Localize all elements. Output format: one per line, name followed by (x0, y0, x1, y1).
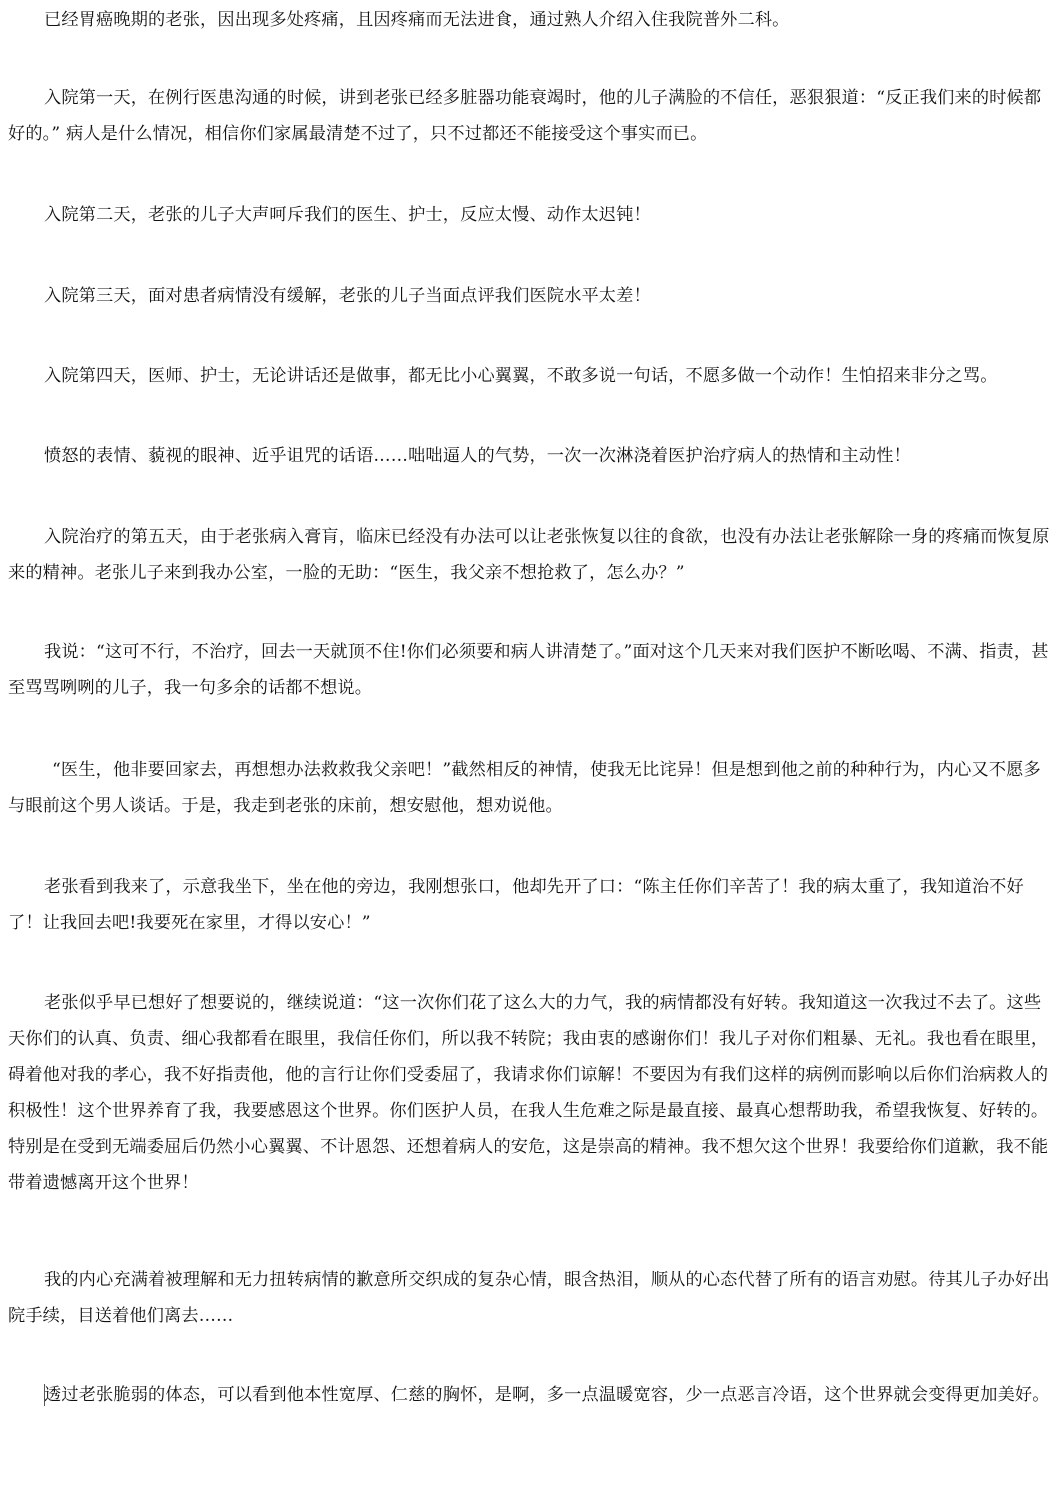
paragraph-2: 入院第一天，在例行医患沟通的时候，讲到老张已经多脏器功能衰竭时，他的儿子满脸的不信任，恶狠狠道：“反正我们来的时候都好的。” 病人是什么情况，相信你们家属最清楚不过了，只不过都还不能接受这个事实而已。 (8, 88, 1042, 144)
paragraph-5: 入院第四天，医师、护士，无论讲话还是做事，都无比小心翼翼，不敢多说一句话，不愿多做一个动作！生怕招来非分之骂。 (44, 366, 998, 386)
paragraph-10: 老张看到我来了，示意我坐下，坐在他的旁边，我刚想张口，他却先开了口：“陈主任你们辛苦了！我的病太重了，我知道治不好了！让我回去吧!我要死在家里，才得以安心！” (8, 877, 1024, 933)
paragraph-4: 入院第三天，面对患者病情没有缓解，老张的儿子当面点评我们医院水平太差！ (44, 286, 651, 306)
paragraph-11: 老张似乎早已想好了想要说的，继续说道：“这一次你们花了这么大的力气，我的病情都没有好转。我知道这一次我过不去了。这些天你们的认真、负责、细心我都看在眼里，我信任你们，所以我不转院；我由衷的感谢你们！我儿子对你们粗暴、无礼。我也看在眼里，碍着他对我的孝心，我不好指责他，他的言行让你们受委屈了，我请求你们谅解！不要因为有我们这样的病例而影响以后你们治病救人的积极性！这个世界养育了我，我要感恩这个世界。你们医护人员，在我人生危难之际是最直接、最真心想帮助我，希望我恢复、好转的。特别是在受到无端委屈后仍然小心翼翼、不计恩怨、还想着病人的安危，这是崇高的精神。我不想欠这个世界！我要给你们道歉，我不能带着遗憾离开这个世界！ (8, 993, 1049, 1193)
paragraph-8: 我说：“这可不行，不治疗，回去一天就顶不住!你们必须要和病人讲清楚了。”面对这个几天来对我们医护不断吆喝、不满、指责，甚至骂骂咧咧的儿子，我一句多余的话都不想说。 (8, 642, 1049, 698)
paragraph-6: 愤怒的表情、藐视的眼神、近乎诅咒的话语……咄咄逼人的气势，一次一次淋浇着医护治疗病人的热情和主动性！ (44, 446, 911, 466)
paragraph-7: 入院治疗的第五天，由于老张病入膏肓，临床已经没有办法可以让老张恢复以往的食欲，也没有办法让老张解除一身的疼痛而恢复原来的精神。老张儿子来到我办公室，一脸的无助：“医生，我父亲不想抢救了，怎么办？” (8, 527, 1050, 583)
paragraph-3: 入院第二天，老张的儿子大声呵斥我们的医生、护士，反应太慢、动作太迟钝！ (44, 205, 651, 225)
paragraph-13: 透过老张脆弱的体态，可以看到他本性宽厚、仁慈的胸怀，是啊，多一点温暖宽容，少一点恶言冷语，这个世界就会变得更加美好。 (44, 1385, 1050, 1405)
paragraph-12: 我的内心充满着被理解和无力扭转病情的歉意所交织成的复杂心情，眼含热泪，顺从的心态代替了所有的语言劝慰。待其儿子办好出院手续，目送着他们离去…… (8, 1270, 1050, 1326)
paragraph-9: “医生，他非要回家去，再想想办法救救我父亲吧！”截然相反的神情，使我无比诧异！但是想到他之前的种种行为，内心又不愿多与眼前这个男人谈话。于是，我走到老张的床前，想安慰他，想劝说他。 (8, 760, 1041, 816)
paragraph-1: 已经胃癌晚期的老张，因出现多处疼痛，且因疼痛而无法进食，通过熟人介绍入住我院普外二科。 (44, 10, 790, 30)
